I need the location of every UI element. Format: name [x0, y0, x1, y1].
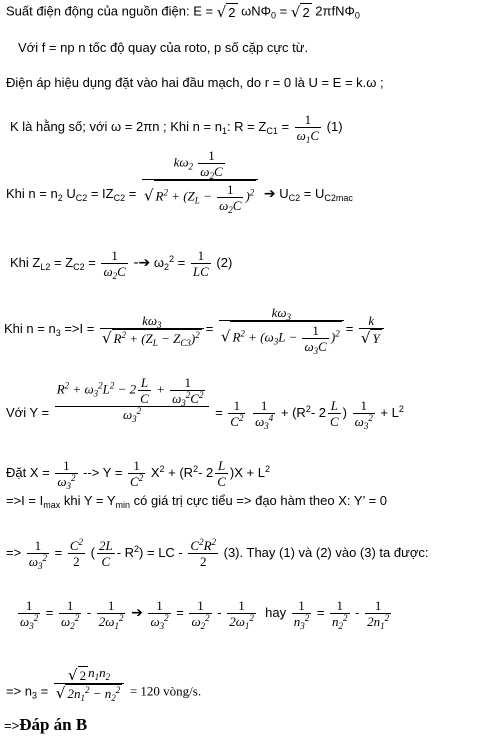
- equation-2-label: (2): [216, 254, 233, 270]
- x-tail: )X + L: [229, 464, 265, 480]
- fraction-c2-over-2: $\frac{C^2}{2}$: [69, 537, 83, 569]
- line-condition-2: Khi $n = n_2$ $U_{C2} = IZ_{C2}$ = $k\omega_2$ $\frac{1}{\omega_2C}$ √ $R^2 + (Z_L$ − $\frac{1}{\omega_2C}$ )$^2$ ➔ $U_{C2} = U_{C2mac}$: [6, 148, 353, 215]
- fraction-1-over-lc: $\frac{1}{LC}$: [192, 248, 209, 279]
- arrow-right-icon: -➔: [133, 254, 151, 271]
- line-emf: Suất điện động của nguồn điện: E = √ 2 ωNΦ$_0$ = √ 2 2πfNΦ$_0$: [6, 3, 360, 21]
- n3-lead: => n: [6, 683, 33, 699]
- current-max-mid: khi Y = Y: [60, 493, 116, 508]
- equation-1-label: (1): [326, 118, 343, 134]
- fraction-k-over-sqrt-y: $\frac{k}{√ Y}$: [359, 313, 384, 347]
- sqrt-2b: √ 2: [290, 3, 310, 21]
- answer-prefix: =>: [4, 718, 20, 733]
- line-x-definition: Đặt X = $\frac{1}{\omega_3^2}$ --> Y = $\frac{1}{C^2}$ $X^2 + (R^2-$ 2 $\frac{L}{C}$ )$X + L^2$: [6, 458, 270, 491]
- resonance-lead: Khi Z: [10, 254, 41, 270]
- fraction-1-over-w3-4: $\frac{1}{\omega_3^4}$: [255, 398, 274, 431]
- fraction-r6: $\frac{1}{2\omega_1^2}$: [229, 598, 254, 631]
- equation-3-lc: = LC -: [143, 544, 187, 560]
- line-result-relations: $\frac{1}{\omega_3^2}$ = $\frac{1}{\omega_2^2}$ - $\frac{1}{2\omega_1^2}$ ➔ $\frac{1}{\omega_3^2}$ = $\frac{1}{\omega_2^2}$ - $\frac{1}{2\omega_1^2}$ hay $\frac{1}{n_3^2}$ = $\frac{1}{n_2^2}$ - $\frac{1}{2n_1^2}$: [20, 598, 390, 631]
- arrow-right-icon: ➔: [131, 604, 143, 621]
- or-word: hay: [265, 604, 287, 620]
- line-condition-resonance: Khi $Z_{L2} = Z_{C2}$ = $\frac{1}{\omega_2C}$ -➔ $\omega_2^2$ = $\frac{1}{LC}$ (2): [10, 248, 233, 281]
- current-max-lead: =>I = I: [6, 493, 44, 508]
- line-y-definition: Với Y = $R^2 + \omega_3^2L^2 - 2$ $\frac{L}{C}$ + $\frac{1}{\omega_3^2C^2}$ $\omega_3^2$ = $\frac{1}{C^2}$ $\frac{1}{\omega_3^4}$ + ($R^2-$ 2 $\frac{L}{C}$ ) $\frac{1}{\omega_3^2}$ + $L^2$: [6, 375, 404, 431]
- resonance-zc: = Z: [50, 254, 74, 270]
- emf-formula-1: ωNΦ: [241, 3, 272, 19]
- fraction-r4: $\frac{1}{\omega_3^2}$: [150, 598, 169, 631]
- equals-sign: =: [125, 185, 140, 201]
- x-symbol: X: [150, 464, 160, 480]
- fraction-r9: $\frac{1}{2n_1^2}$: [367, 598, 390, 631]
- equation-3-lead: =>: [6, 544, 22, 560]
- answer-label: Đáp án B: [19, 715, 88, 734]
- line-condition-1: K là hằng số; với ω = 2πn ; Khi $n = n_1$: $R = Z_{C1}$ = $\frac{1}{\omega_1C}$ (1): [10, 112, 343, 145]
- line-n3-result: => $n_3$ = $\frac{√ 2 n_1n_2}{√ 2n_1^2 - n_2^2}$ = 120 vòng/s.: [6, 665, 202, 704]
- y-definition-lead: Với Y =: [6, 404, 53, 420]
- equation-3-tail: (3). Thay (1) và (2) vào (3) ta được:: [220, 544, 429, 560]
- fraction-c2r2-over-2: $\frac{C^2R^2}{2}$: [190, 537, 217, 569]
- frequency-text: Với f = np n tốc độ quay của roto, p số cặp cực từ.: [18, 40, 309, 55]
- equals-sign: =: [84, 254, 100, 270]
- fraction-1-over-c2b: $\frac{1}{C^2}$: [130, 458, 144, 489]
- fraction-current-1: $\frac{k\omega_3}{√ R^2 + (Z_L - Z_{C3})^2}$: [100, 313, 204, 347]
- condition-1-text: K là hằng số; với ω = 2πn ; Khi n = n: [10, 118, 222, 134]
- fraction-r7: $\frac{1}{n_3^2}$: [293, 598, 310, 631]
- fraction-x: $\frac{1}{\omega_3^2}$: [57, 458, 76, 491]
- emf-text: Suất điện động của nguồn điện: E =: [6, 3, 217, 19]
- line-frequency: [18, 40, 308, 56]
- n3-value: = 120 vòng/s.: [129, 683, 202, 699]
- fraction-uc2: $k\omega_2$ $\frac{1}{\omega_2C}$ √ $R^2 + (Z_L$ − $\frac{1}{\omega_2C}$ )$^2$: [142, 148, 258, 213]
- fraction-r1: $\frac{1}{\omega_3^2}$: [20, 598, 39, 631]
- fraction-1-over-w1c: $\frac{1}{\omega_1C}$: [296, 112, 320, 145]
- condition-3-lead: Khi n = n: [4, 320, 56, 336]
- omega-symbol: ω: [153, 254, 165, 270]
- fraction-y: $R^2 + \omega_3^2L^2 - 2$ $\frac{L}{C}$ + $\frac{1}{\omega_3^2C^2}$ $\omega_3^2$: [55, 375, 210, 422]
- line-equation-3: => $\frac{1}{\omega_3^2}$ = $\frac{C^2}{2}$ ( $\frac{2L}{C}$ - $R^2$) = LC - $\frac{C^2R^2}{2}$ (3). Thay (1) và (2) vào (3) ta được:: [6, 537, 429, 571]
- condition-2-iz: = IZ: [87, 185, 114, 201]
- condition-2-lead: Khi n = n: [6, 185, 58, 201]
- line-current-max: $=>I = I_{max}$ khi $Y = Y_{min}$ có giá trị cực tiểu => đạo hàm theo X: Y’ = 0: [6, 493, 387, 510]
- line-answer: [4, 717, 87, 734]
- fraction-r2: $\frac{1}{\omega_2^2}$: [61, 598, 80, 631]
- equals-sign: =: [276, 3, 291, 19]
- x-definition-lead: Đặt X =: [6, 464, 54, 480]
- x-to-y: --> Y =: [83, 464, 127, 480]
- sqrt-2: √ 2: [216, 3, 236, 21]
- line-condition-3: Khi $n = n_3 =>I$ = $\frac{k\omega_3}{√ R^2 + (Z_L - Z_{C3})^2}$ = $k\omega_3$ √ $R^2 + (\omega_3L$ − $\frac{1}{\omega_3C}$ )$^2$ = $\frac{k}{√ Y}$: [4, 305, 386, 354]
- condition-2-max: = U: [300, 185, 325, 201]
- condition-2-uc: U: [62, 185, 76, 201]
- current-max-tail: có giá trị cực tiểu => đạo hàm theo X: Y’ = 0: [130, 493, 387, 508]
- fraction-1-over-c2: $\frac{1}{C^2}$: [230, 398, 244, 429]
- condition-2-result: U: [275, 185, 289, 201]
- fraction-r5: $\frac{1}{\omega_2^2}$: [191, 598, 210, 631]
- arrow-right-icon: ➔: [263, 185, 276, 202]
- fraction-2l-over-c: $\frac{2L}{C}$: [98, 538, 113, 569]
- condition-3-current: =>I =: [60, 320, 98, 336]
- fraction-1-over-w3-2b: $\frac{1}{\omega_3^2}$: [28, 538, 47, 571]
- line-voltage: [6, 75, 384, 91]
- fraction-1-over-w2c: $\frac{1}{\omega_2C}$: [103, 248, 126, 281]
- fraction-r8: $\frac{1}{n_2^2}$: [332, 598, 348, 631]
- emf-formula-2: 2πfNΦ: [311, 3, 355, 19]
- fraction-r3: $\frac{1}{2\omega_1^2}$: [98, 598, 124, 631]
- fraction-n3: $\frac{√ 2 n_1n_2}{√ 2n_1^2 - n_2^2}$: [54, 665, 124, 701]
- voltage-text: Điện áp hiệu dụng đặt vào hai đầu mạch, do r = 0 là U = E = k.ω ;: [6, 75, 384, 90]
- fraction-1-over-w3-2: $\frac{1}{\omega_3^2}$: [354, 398, 373, 431]
- fraction-current-2: $k\omega_3$ √ $R^2 + (\omega_3L$ − $\frac{1}{\omega_3C}$ )$^2$: [219, 305, 344, 354]
- condition-1-r: : R = Z: [226, 118, 267, 134]
